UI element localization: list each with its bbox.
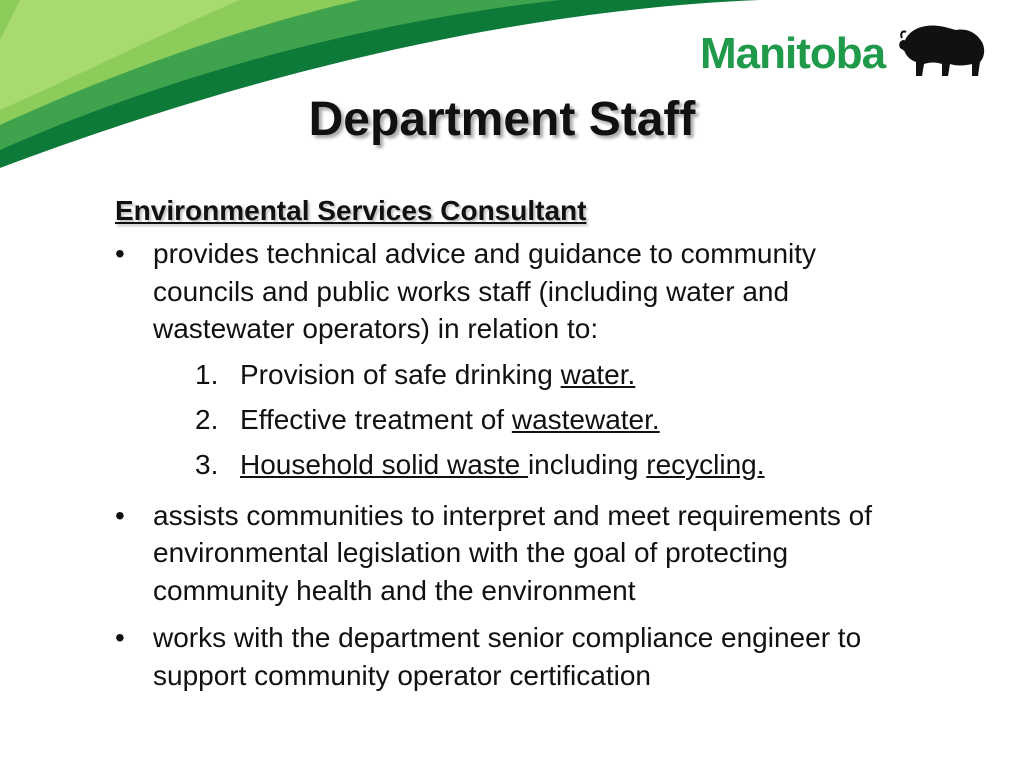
item-text: Effective treatment of xyxy=(240,403,512,435)
bullet-item xyxy=(115,497,915,610)
slide-content xyxy=(115,193,915,694)
numbered-item xyxy=(115,397,915,442)
numbered-list xyxy=(115,352,915,487)
water-link[interactable]: water. xyxy=(560,358,636,390)
recycling-link[interactable]: recycling. xyxy=(646,448,765,480)
item-text: including xyxy=(527,448,647,480)
bison-icon xyxy=(896,20,988,80)
household-solid-waste-link[interactable]: Household solid waste xyxy=(240,448,528,480)
bullet-text: works with the department senior compliance engineer to support community operator certification xyxy=(153,622,862,691)
numbered-item xyxy=(115,442,915,487)
bullet-dot: • xyxy=(115,622,125,653)
numbered-item xyxy=(115,352,915,397)
item-number: 3. xyxy=(195,448,219,480)
bullet-text: provides technical advice and guidance to community councils and public works staff (including water and wastewater operators) in relation to: xyxy=(153,238,817,344)
item-number: 1. xyxy=(195,358,219,390)
bullet-item xyxy=(115,235,915,348)
bullet-text: assists communities to interpret and meet requirements of environmental legislation with the goal of protecting community health and the environment xyxy=(153,499,872,606)
item-text: Provision of safe drinking xyxy=(240,358,561,390)
bullet-dot: • xyxy=(115,238,125,269)
manitoba-logo xyxy=(700,20,990,84)
wastewater-link[interactable]: wastewater. xyxy=(511,403,660,435)
slide-title: Department Staff xyxy=(308,93,696,146)
section-heading: Environmental Services Consultant xyxy=(115,195,587,226)
item-number: 2. xyxy=(195,403,219,435)
bullet-item xyxy=(115,619,915,694)
logo-wordmark: Manitoba xyxy=(700,29,886,78)
bullet-dot: • xyxy=(115,499,125,531)
